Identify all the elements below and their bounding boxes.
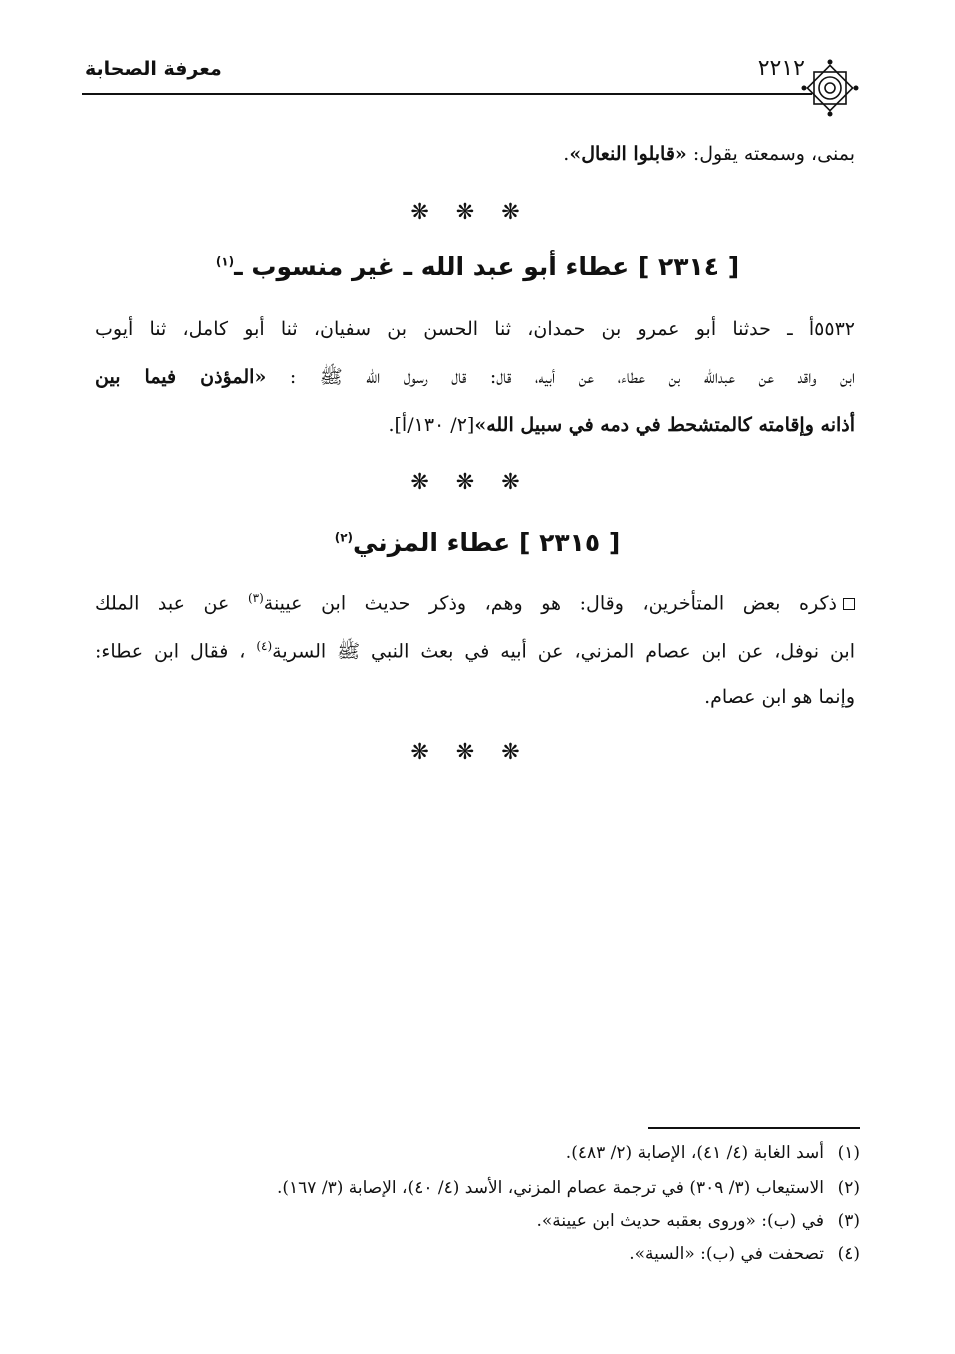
text-line: ابن نوفل، عن ابن عصام المزني، عن أبيه في بعث النبي ﷺ السرية$^{(٤)}$ ، فقال ابن عطاء: xyxy=(95,639,855,663)
footnote-ref: (٣) xyxy=(247,591,264,605)
header-rule xyxy=(82,93,812,95)
footnote: (١)أسد الغابة (٤/ ٤١)، الإصابة (٢/ ٤٨٣). xyxy=(565,1143,860,1163)
square-bullet-icon xyxy=(843,598,855,610)
text-line: ٥٥٣٢أ ـ حدثنا أبو عمرو بن حمدان، ثنا الحسن بن سفيان، ثنا أبو كامل، ثنا أيوب xyxy=(95,318,855,340)
footnote: (٣)في (ب): «وروى بعقبه حديث ابن عيينة». xyxy=(536,1211,860,1231)
footnote-rule xyxy=(648,1127,860,1129)
text-line: ذكره بعض المتأخرين، وقال: هو وهم، وذكر حديث ابن عيينة$^{(٣)}$ عن عبد الملك xyxy=(95,592,855,613)
section-separator: ❋ ❋ ❋ xyxy=(410,470,530,495)
section-separator: ❋ ❋ ❋ xyxy=(410,740,530,765)
footnote-ref: (١) xyxy=(215,254,235,269)
entry-heading: [ ٢٣١٤ ] عطاء أبو عبد الله ـ غير منسوب ـ$^{(١)}$ xyxy=(215,252,740,281)
footnote-ref: (٤) xyxy=(256,639,273,653)
section-separator: ❋ ❋ ❋ xyxy=(410,200,530,225)
text-line: وإنما هو ابن عصام. xyxy=(704,686,855,708)
footnote: (٤)تصحفت في (ب): «السية». xyxy=(629,1244,860,1264)
text-line: ابن واقد عن عبدالله بن عطاء، عن أبيه، قال: قال رسول الله ﷺ : «المؤذن فيما بين xyxy=(95,366,855,388)
text-line: بمنى، وسمعته يقول: «قابلوا النعال». xyxy=(563,143,855,165)
footnote-ref: (٢) xyxy=(334,530,353,545)
ornament-star-icon xyxy=(800,58,860,118)
text-line: أذانه وإقامته كالمتشحط في دمه في سبيل الله»[٢/ ١٣٠/أ]. xyxy=(388,414,855,436)
page-number: ٢٢١٢ xyxy=(757,56,805,81)
running-header-title: معرفة الصحابة xyxy=(85,58,222,80)
entry-heading: [ ٢٣١٥ ] عطاء المزني$^{(٢)}$ xyxy=(334,528,621,557)
footnote: (٢)الاستيعاب (٣/ ٣٠٩) في ترجمة عصام المزني، الأسد (٤/ ٤٠)، الإصابة (٣/ ١٦٧). xyxy=(277,1178,860,1198)
